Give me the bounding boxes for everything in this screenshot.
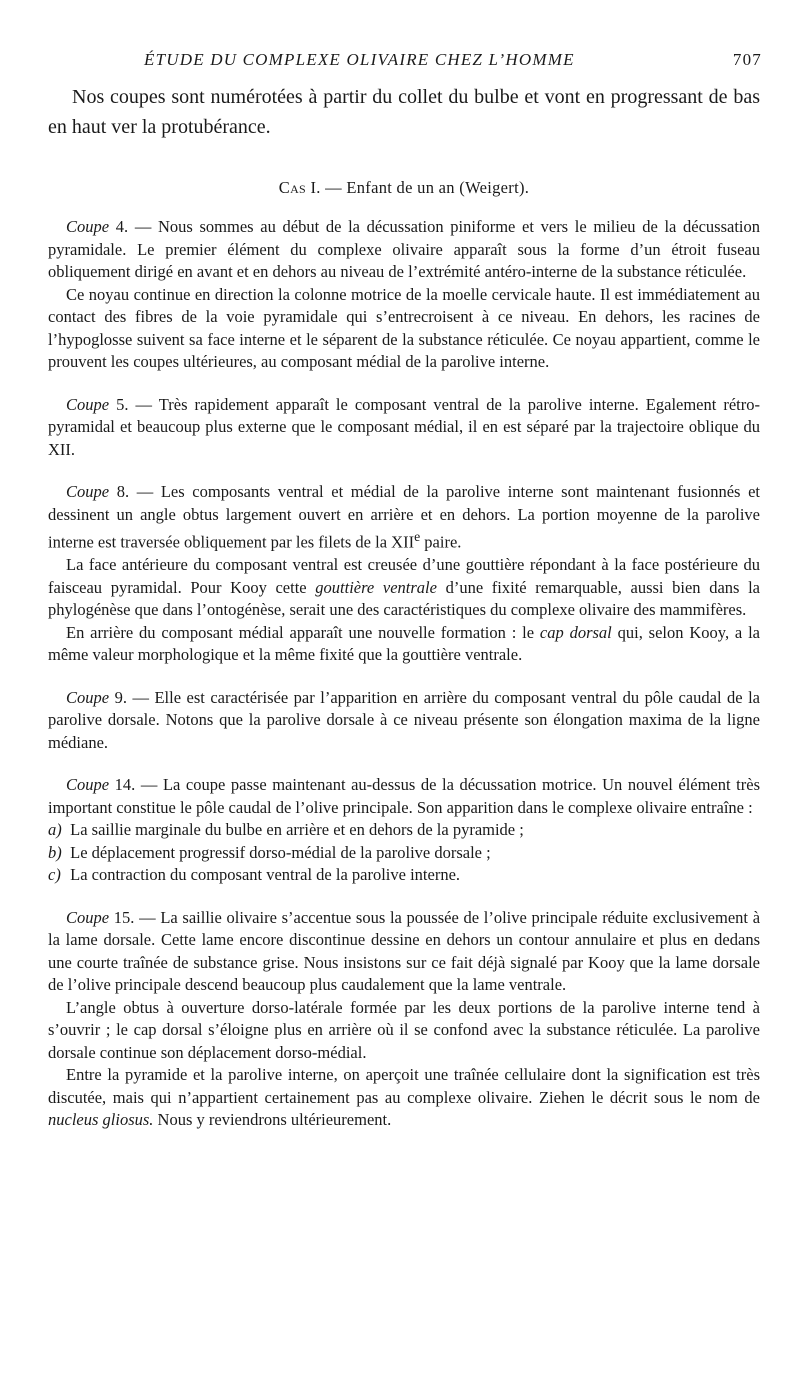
coupe-label: Coupe	[66, 687, 110, 707]
text-end: qui, selon Kooy, a la même valeur morphologique et la même fixité que la gouttière ventrale.	[48, 622, 760, 664]
text-end: Nous y reviendrons ultérieurement.	[153, 1110, 392, 1129]
list-marker: c)	[48, 865, 61, 884]
coupe-8-paragraph-1	[48, 481, 760, 554]
case-number: I.	[310, 178, 321, 197]
coupe-text: — Très rapidement apparaît le composant ventral de la parolive interne. Egalement rétro-pyramidal et beaucoup plus externe que le composant médial, il en est séparé par la trajectoire oblique du XII.	[48, 394, 761, 459]
coupe-14-paragraph-1	[48, 774, 760, 819]
page	[48, 44, 760, 1152]
superscript: e	[414, 529, 421, 544]
section-coupe-15	[48, 907, 760, 1132]
coupe-text: — Les composants ventral et médial de la parolive interne sont maintenant fusionnés et dessinent un angle obtus largement ouvert en arrière et en dehors. La portion moyenne de la parolive interne est traversée obliquement par les filets de la XII	[48, 482, 760, 552]
section-coupe-5	[48, 394, 760, 462]
list-item	[48, 864, 760, 887]
coupe-15-paragraph-3	[48, 1064, 760, 1132]
coupe-text: — La coupe passe maintenant au-dessus de la décussation motrice. Un nouvel élément très important constitue le pôle caudal de l’olive principale. Son apparition dans le complexe olivaire entraîne :	[48, 775, 760, 817]
coupe-4-paragraph-1	[48, 216, 760, 284]
text: La face antérieure du composant ventral est creusée d’une gouttière répondant à la face postérieure du faisceau pyramidal. Pour Kooy cette	[48, 555, 760, 597]
case-label: Cas	[278, 178, 307, 197]
coupe-text: — La saillie olivaire s’accentue sous la poussée de l’olive principale réduite exclusivement à la lame dorsale. Cette lame encore discontinue dessine en dehors un contour annulaire et plus en dedans une courte traînée de substance grise. Nous insistons sur ce fait déjà signalé par Kooy que la lame dorsale de l’olive principale descend beaucoup plus caudalement que la lame ventrale.	[48, 907, 761, 994]
list-text: La saillie marginale du bulbe en arrière et en dehors de la pyramide ;	[70, 820, 524, 839]
list-marker: a)	[48, 820, 62, 839]
list-text: Le déplacement progressif dorso-médial de la parolive dorsale ;	[70, 842, 491, 862]
coupe-number: 4.	[115, 217, 129, 236]
coupe-4-paragraph-2: Ce noyau continue en direction la colonne motrice de la moelle cervicale haute. Il est immédiatement au contact des fibres de la voie pyramidale qui s’entrecroisent à ce niveau. En dehors, les racines de l’hypoglosse suivent sa face interne et le séparent de la substance réticulée. Ce noyau appartient, comme le prouvent les coupes ultérieures, au composant médial de la parolive interne.	[48, 284, 760, 371]
coupe-15-paragraph-1	[48, 907, 760, 997]
coupe-8-paragraph-2	[48, 554, 760, 622]
coupe-label: Coupe	[66, 394, 110, 414]
coupe-label: Coupe	[66, 217, 110, 236]
text-end: d’une fixité remarquable, aussi bien dans la phylogénèse que dans l’ontogénèse, serait une des caractéristiques du complexe olivaire des mammifères.	[48, 577, 760, 619]
running-title: ÉTUDE DU COMPLEXE OLIVAIRE CHEZ L’HOMME	[144, 50, 575, 69]
coupe-text-end: paire.	[420, 532, 462, 552]
text: En arrière du composant médial apparaît une nouvelle formation : le	[66, 622, 540, 642]
list-marker: b)	[48, 842, 62, 862]
section-coupe-9	[48, 687, 760, 755]
coupe-15-paragraph-2: L’angle obtus à ouverture dorso-latérale formée par les deux portions de la parolive interne tend à s’ouvrir ; le cap dorsal s’éloigne plus en arrière où il se confond avec la substance réticulée. La parolive dorsale continue son déplacement dorso-médial.	[48, 997, 760, 1062]
section-coupe-14	[48, 774, 760, 887]
list-item	[48, 819, 760, 842]
page-number: 707	[732, 50, 762, 69]
running-head	[48, 44, 760, 70]
italic-term: gouttière ventrale	[315, 577, 437, 597]
effects-list	[48, 819, 760, 887]
coupe-label: Coupe	[66, 907, 110, 927]
coupe-label: Coupe	[66, 775, 110, 794]
coupe-8-paragraph-3	[48, 622, 760, 667]
italic-term: nucleus gliosus.	[48, 1110, 154, 1129]
coupe-5-paragraph-1	[48, 394, 760, 462]
list-text: La contraction du composant ventral de la parolive interne.	[70, 865, 461, 884]
list-item	[48, 842, 760, 865]
intro-paragraph: Nos coupes sont numérotées à partir du collet du bulbe et vont en progressant de bas en haut ver la protubérance.	[48, 86, 760, 138]
coupe-number: 5.	[116, 394, 129, 414]
coupe-text: — Elle est caractérisée par l’apparition en arrière du composant ventral du pôle caudal de la parolive dorsale. Notons que la parolive dorsale à ce niveau présente son élongation maxima de la ligne médiane.	[48, 687, 761, 752]
italic-term: cap dorsal	[539, 622, 612, 642]
coupe-9-paragraph-1	[48, 687, 760, 755]
coupe-text: — Nous sommes au début de la décussation piniforme et vers le milieu de la décussation pyramidale. Le premier élément du complexe olivaire apparaît sous la forme d’un étroit fuseau obliquement dirigé en avant et en dehors au niveau de l’extrémité antéro-interne de la substance réticulée.	[48, 217, 760, 281]
case-heading	[48, 178, 760, 198]
case-title: — Enfant de un an (Weigert).	[325, 178, 530, 197]
coupe-number: 8.	[116, 482, 130, 501]
section-coupe-8	[48, 481, 760, 667]
coupe-number: 14.	[114, 775, 136, 794]
text: Entre la pyramide et la parolive interne, on aperçoit une traînée cellulaire dont la signification est très discutée, mais qui n’appartient certainement pas au complexe olivaire. Ziehen le décrit sous le nom de	[48, 1065, 760, 1107]
coupe-number: 15.	[113, 907, 135, 927]
section-coupe-4	[48, 216, 760, 374]
coupe-label: Coupe	[66, 482, 110, 501]
coupe-number: 9.	[114, 687, 127, 707]
